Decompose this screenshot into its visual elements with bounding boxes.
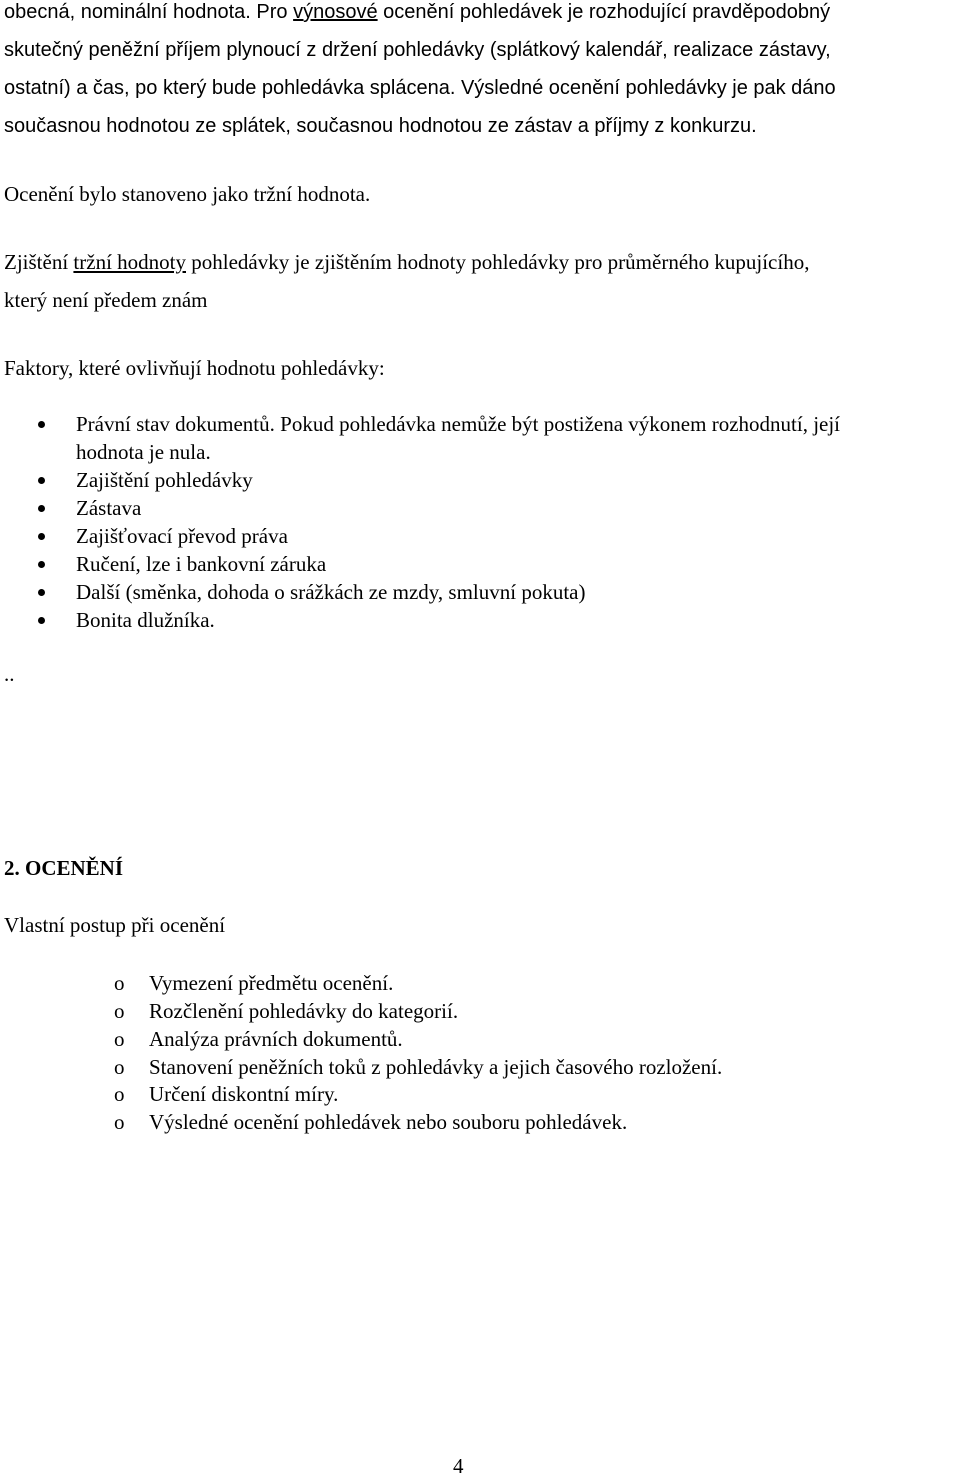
procedure-step: Rozčlenění pohledávky do kategorií. [149, 999, 459, 1023]
bullet-icon [38, 589, 45, 596]
procedure-step: Analýza právních dokumentů. [149, 1027, 403, 1051]
bullet-icon [38, 561, 45, 568]
list-marker-icon: o [114, 999, 125, 1023]
factor-item: Zajištění pohledávky [76, 468, 253, 492]
paragraph-line-2: skutečný peněžní příjem plynoucí z držení pohledávky (splátkový kalendář, realizace zástavy, [4, 39, 831, 61]
paragraph-line-4: současnou hodnotou ze splátek, současnou hodnotou ze zástav a příjmy z konkurzu. [4, 115, 757, 137]
factor-item: Další (směnka, dohoda o srážkách ze mzdy, smluvní pokuta) [76, 580, 586, 604]
procedure-step: Určení diskontní míry. [149, 1082, 339, 1106]
list-marker-icon: o [114, 1082, 125, 1106]
factor-item-continuation: hodnota je nula. [76, 440, 211, 464]
procedure-step: Výsledné ocenění pohledávek nebo souboru pohledávek. [149, 1110, 628, 1134]
section-heading: 2. OCENĚNÍ [4, 856, 124, 880]
valuation-note: Ocenění bylo stanoveno jako tržní hodnota. [4, 182, 371, 206]
underlined-term-trzni-hodnoty: tržní hodnoty [73, 250, 186, 274]
market-value-line-2: který není předem znám [4, 288, 208, 312]
page-number: 4 [453, 1454, 464, 1478]
factors-intro: Faktory, které ovlivňují hodnotu pohledávky: [4, 356, 385, 380]
bullet-icon [38, 477, 45, 484]
underlined-term-vynosove: výnosové [293, 1, 378, 23]
list-marker-icon: o [114, 1110, 125, 1134]
factor-item: Ručení, lze i bankovní záruka [76, 552, 327, 576]
list-marker-icon: o [114, 971, 125, 995]
list-marker-icon: o [114, 1027, 125, 1051]
factor-item: Zajišťovací převod práva [76, 524, 288, 548]
bullet-icon [38, 617, 45, 624]
paragraph-line-1: obecná, nominální hodnota. Pro výnosové ocenění pohledávek je rozhodující pravděpodobný [4, 1, 831, 23]
procedure-step: Stanovení peněžních toků z pohledávky a jejich časového rozložení. [149, 1055, 723, 1079]
procedure-step: Vymezení předmětu ocenění. [149, 971, 394, 995]
ellipsis-marker: .. [4, 662, 15, 686]
bullet-icon [38, 505, 45, 512]
factor-item: Zástava [76, 496, 142, 520]
factor-item: Právní stav dokumentů. Pokud pohledávka nemůže být postižena výkonem rozhodnutí, její [76, 412, 841, 436]
procedure-title: Vlastní postup při ocenění [4, 913, 226, 937]
bullet-icon [38, 421, 45, 428]
list-marker-icon: o [114, 1055, 125, 1079]
bullet-icon [38, 533, 45, 540]
factor-item: Bonita dlužníka. [76, 608, 215, 632]
paragraph-line-3: ostatní) a čas, po který bude pohledávka splácena. Výsledné ocenění pohledávky je pak dáno [4, 77, 836, 99]
market-value-line-1: Zjištění tržní hodnoty pohledávky je zjištěním hodnoty pohledávky pro průměrného kupujícího, [4, 250, 810, 274]
